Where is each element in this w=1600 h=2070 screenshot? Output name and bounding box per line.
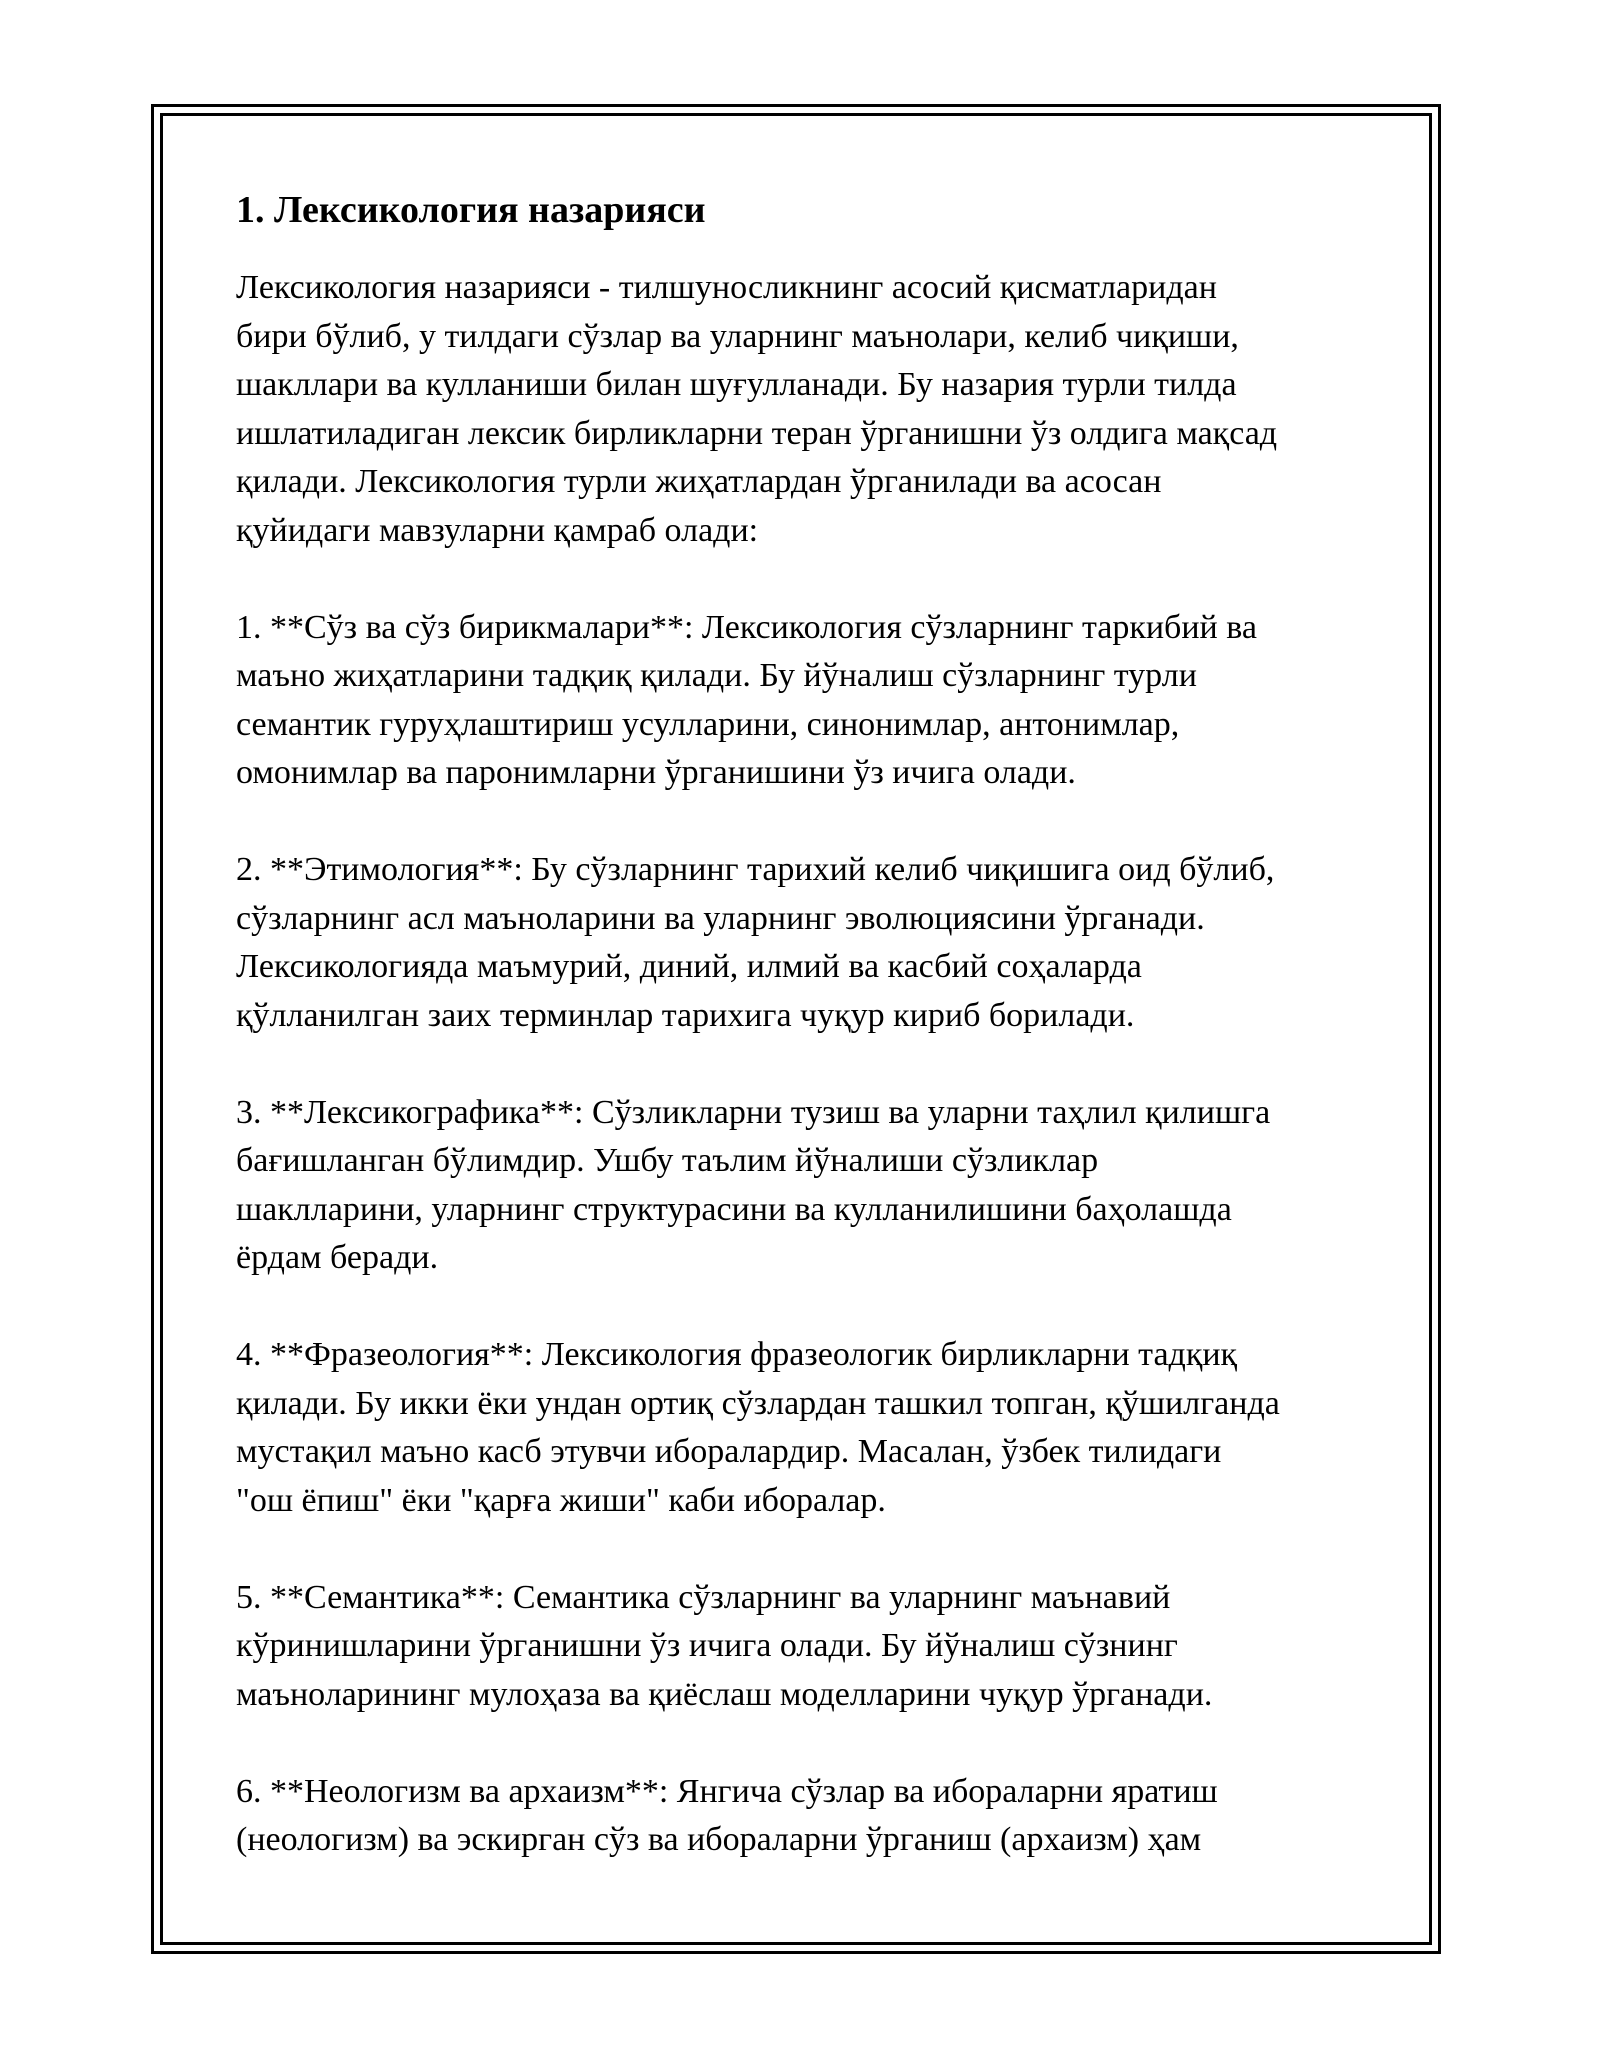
intro-paragraph: Лексикология назарияси - тилшуносликнинг асосий қисматларидан бири бўлиб, у тилдаги сўзлар ва уларнинг маънолари, келиб чиқиши, шакллари ва кулланиши билан шуғулланади. Бу назария турли тилда ишлатиладиган лексик бирликларни теран ўрганишни ўз олдига мақсад қилади. Лексикология турли жиҳатлардан ўрганилади ва асосан қуйидаги мавзуларни қамраб олади: (236, 269, 1278, 549)
paragraph-words-and-phrases: 1. **Сўз ва сўз бирикмалари**: Лексикология сўзларнинг таркибий ва маъно жиҳатларини тадқиқ қилади. Бу йўналиш сўзларнинг турли семантик гуруҳлаштириш усулларини, синонимлар, антонимлар, омонимлар ва паронимларни ўрганишини ўз ичига олади. (236, 608, 1257, 791)
paragraph-semantics: 5. **Семантика**: Семантика сўзларнинг ва уларнинг маънавий кўринишларини ўрганишни ўз ичига олади. Бу йўналиш сўзнинг маъноларининг мулоҳаза ва қиёслаш моделларини чуқур ўрганади. (236, 1578, 1213, 1713)
paragraph-lexicography: 3. **Лексикографика**: Сўзликларни тузиш ва уларни таҳлил қилишга бағишланган бўлимдир. Ушбу таълим йўналиши сўзликлар шаклларини, уларнинг структурасини ва кулланилишини баҳолашда ёрдам беради. (236, 1093, 1271, 1276)
section-title: 1. Лексикология назарияси (236, 189, 706, 231)
paragraph-phraseology: 4. **Фразеология**: Лексикология фразеологик бирликларни тадқиқ қилади. Бу икки ёки ундан ортиқ сўзлардан ташкил топган, қўшилганда мустақил маъно касб этувчи иборалардир. Масалан, ўзбек тилидаги "ош ёпиш" ёки "қарға жиши" каби иборалар. (236, 1336, 1280, 1519)
paragraph-neologism-archaism: 6. **Неологизм ва архаизм**: Янгича сўзлар ва ибораларни яратиш (неологизм) ва эскирган сўз ва ибораларни ўрганиш (архаизм) ҳам (236, 1772, 1218, 1858)
document-body (236, 186, 1376, 1913)
paragraph-etymology: 2. **Этимология**: Бу сўзларнинг тарихий келиб чиқишига оид бўлиб, сўзларнинг асл маъноларини ва уларнинг эволюциясини ўрганади. Лексикологияда маъмурий, диний, илмий ва касбий соҳаларда қўлланилган заих терминлар тарихига чуқур кириб борилади. (236, 851, 1275, 1034)
